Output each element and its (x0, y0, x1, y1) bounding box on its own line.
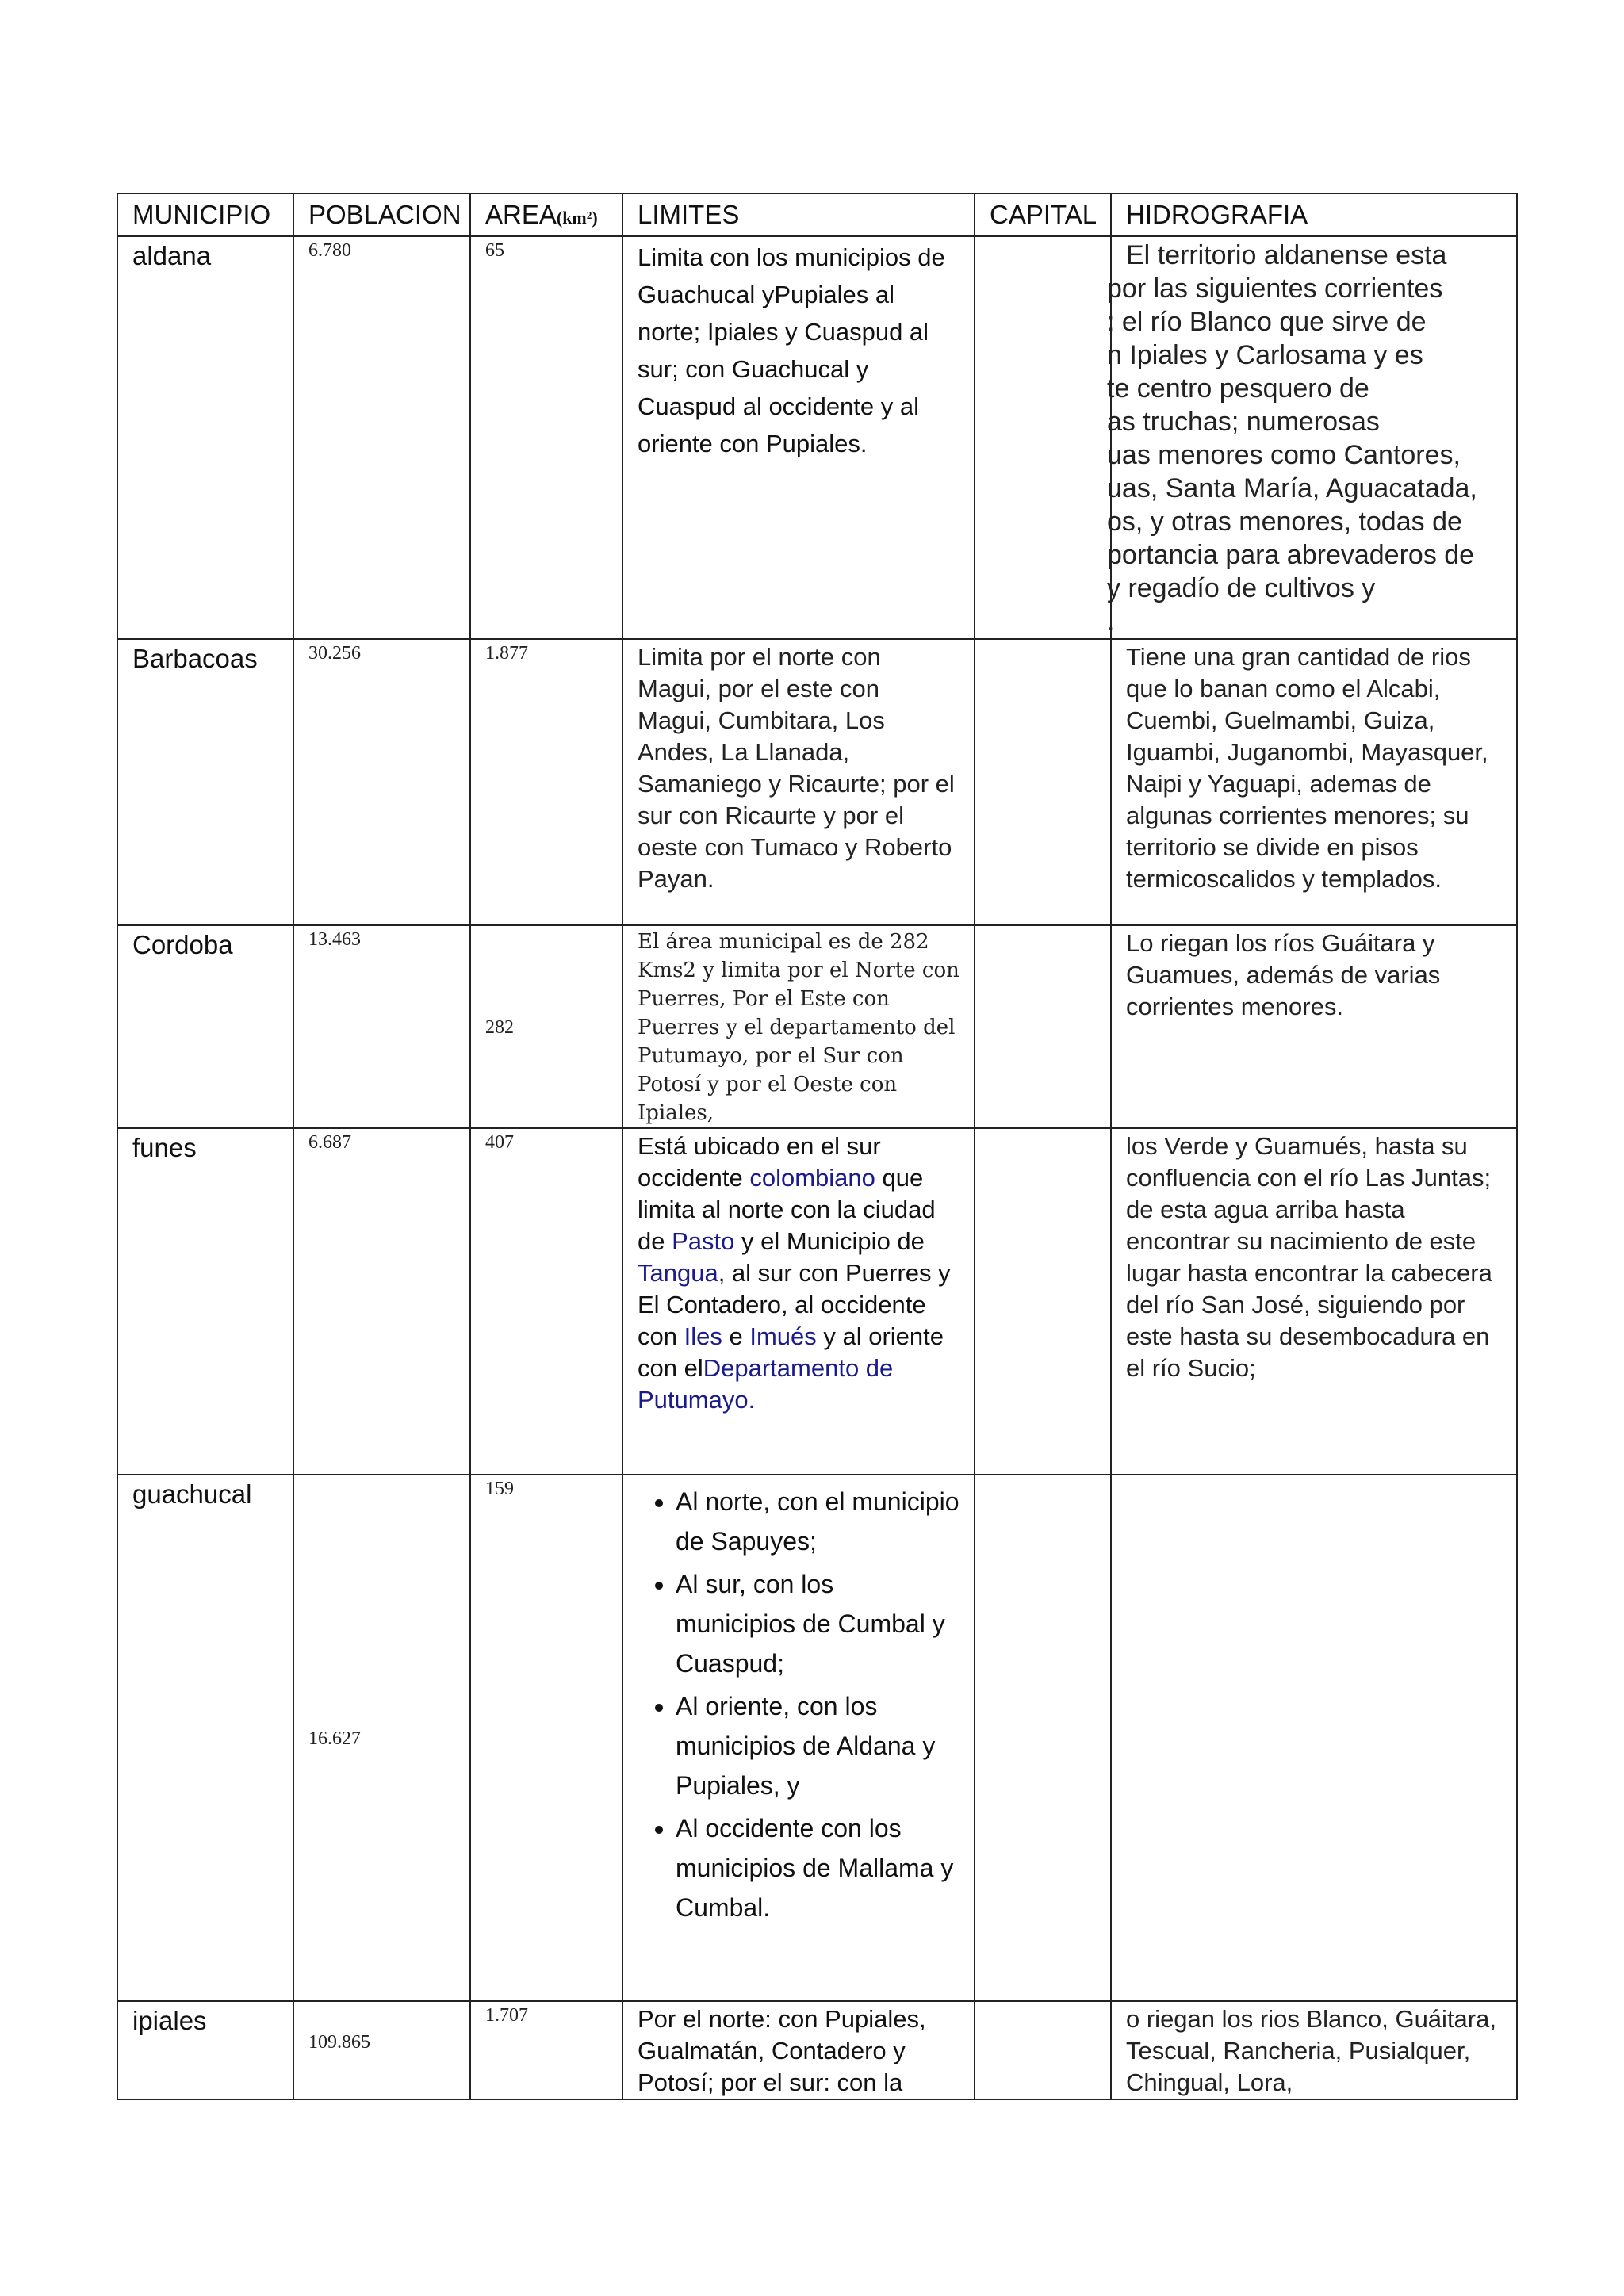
cell-capital (975, 2001, 1111, 2099)
table-row-aldana (117, 236, 1517, 639)
header-poblacion: POBLACION (293, 193, 470, 236)
text-line: El territorio aldanense esta (1126, 240, 1447, 270)
municipios-table (117, 193, 1518, 2100)
cell-limites: Limita por el norte con Magui, por el este con Magui, Cumbitara, Los Andes, La Llanada, Samaniego y Ricaurte; por el sur con Ricaurte y por el oeste con Tumaco y Roberto Payan. (622, 639, 975, 925)
cell-area: 1.707 (470, 2001, 622, 2099)
header-row (117, 193, 1517, 236)
link-tangua[interactable]: Tangua (638, 1259, 718, 1287)
cell-limites: Por el norte: con Pupiales, Gualmatán, Contadero y Potosí; por el sur: con la (622, 2001, 975, 2099)
header-area-label: AREA (485, 200, 557, 229)
table-row-ipiales (117, 2001, 1517, 2099)
list-item: • Al occidente con los municipios de Mallama y Cumbal. (676, 1808, 959, 1927)
cell-poblacion: 6.780 (293, 236, 470, 639)
cell-municipio: Barbacoas (117, 639, 293, 925)
cell-capital (975, 1475, 1111, 2001)
link-iles[interactable]: Iles (684, 1322, 722, 1350)
text-line: te centro pesquero de (1107, 373, 1369, 404)
cell-area (470, 925, 622, 1128)
text-line: as truchas; numerosas (1107, 407, 1380, 437)
cell-area: 159 (470, 1475, 622, 2001)
cell-capital (975, 925, 1111, 1128)
cell-municipio: ipiales (117, 2001, 293, 2099)
header-limites: LIMITES (622, 193, 975, 236)
text-line: uas menores como Cantores, (1107, 440, 1461, 470)
text: y al oriente con el (638, 1322, 944, 1382)
cell-limites: Limita con los municipios de Guachucal yPupiales al norte; Ipiales y Cuaspud al sur; con Guachucal y Cuaspud al occidente y al oriente con Pupiales. (622, 236, 975, 639)
cell-area: 65 (470, 236, 622, 639)
table-row-guachucal (117, 1475, 1517, 2001)
text-line: portancia para abrevaderos de (1107, 540, 1475, 570)
text: e (722, 1322, 750, 1350)
header-hidrografia: HIDROGRAFIA (1111, 193, 1517, 236)
header-area-unit: (km²) (556, 208, 598, 228)
cell-municipio: Cordoba (117, 925, 293, 1128)
cell-poblacion: 13.463 (293, 925, 470, 1128)
cell-limites (622, 1128, 975, 1475)
text: Está ubicado en el sur occidente (638, 1132, 881, 1192)
cell-municipio: aldana (117, 236, 293, 639)
cell-hidrografia: Tiene una gran cantidad de rios que lo banan como el Alcabi, Cuembi, Guelmambi, Guiza, Iguambi, Juganombi, Mayasquer, Naipi y Yaguapi, ademas de algunas corrientes menores; su territorio se divide en pisos termicoscalidos y templados. (1111, 639, 1517, 925)
cell-hidrografia (1107, 236, 1517, 639)
text-line: por las siguientes corrientes (1107, 274, 1443, 304)
text-line: uas, Santa María, Aguacatada, (1107, 473, 1477, 503)
cell-area: 407 (470, 1128, 622, 1475)
text: , al sur con Puerres y El Contadero, al occidente con (638, 1259, 951, 1350)
limites-list (623, 1482, 959, 1927)
poblacion-value: 16.627 (308, 1728, 361, 1749)
text-line: os, y otras menores, todas de (1107, 507, 1462, 537)
link-imues[interactable]: Imués (749, 1322, 817, 1350)
cell-municipio: funes (117, 1128, 293, 1475)
cell-municipio: guachucal (117, 1475, 293, 2001)
link-pasto[interactable]: Pasto (672, 1227, 735, 1255)
text-line: n Ipiales y Carlosama y es (1107, 340, 1423, 370)
header-area (470, 193, 622, 236)
cell-poblacion (293, 2001, 470, 2099)
cell-capital (975, 236, 1111, 639)
table-row-cordoba (117, 925, 1517, 1128)
area-value: 282 (485, 1017, 514, 1038)
table-row-funes (117, 1128, 1517, 1475)
list-item: • Al norte, con el municipio de Sapuyes; (676, 1482, 959, 1561)
text: y el Municipio de (734, 1227, 925, 1255)
hidrografia-clipped-text (1107, 239, 1502, 638)
cell-poblacion: 6.687 (293, 1128, 470, 1475)
cell-poblacion: 30.256 (293, 639, 470, 925)
link-putumayo[interactable]: Departamento de Putumayo (638, 1354, 894, 1414)
cell-capital (975, 639, 1111, 925)
cell-area: 1.877 (470, 639, 622, 925)
header-municipio: MUNICIPIO (117, 193, 293, 236)
cell-hidrografia: Lo riegan los ríos Guáitara y Guamues, además de varias corrientes menores. (1111, 925, 1517, 1128)
text: . (748, 1386, 756, 1414)
cell-hidrografia: o riegan los rios Blanco, Guáitara, Tescual, Rancheria, Pusialquer, Chingual, Lora, (1111, 2001, 1517, 2099)
table-row-barbacoas (117, 639, 1517, 925)
cell-poblacion (293, 1475, 470, 2001)
text: que limita al norte con la ciudad de (638, 1164, 936, 1255)
text-line: y regadío de cultivos y (1107, 573, 1376, 603)
poblacion-value: 109.865 (308, 2032, 370, 2053)
text-line: : el río Blanco que sirve de (1107, 307, 1427, 337)
link-colombiano[interactable]: colombiano (749, 1164, 875, 1192)
cell-capital (975, 1128, 1111, 1475)
cell-hidrografia: los Verde y Guamués, hasta su confluencia con el río Las Juntas; de esta agua arriba hasta encontrar su nacimiento de este lugar hasta encontrar la cabecera del río San José, siguiendo por este hasta su desembocadura en el río Sucio; (1111, 1128, 1517, 1475)
list-item: • Al sur, con los municipios de Cumbal y Cuaspud; (676, 1564, 959, 1683)
cell-limites (622, 1475, 975, 2001)
text-line: . (1107, 607, 1115, 637)
list-item: • Al oriente, con los municipios de Aldana y Pupiales, y (676, 1686, 959, 1805)
cell-hidrografia (1111, 1475, 1517, 2001)
cell-limites: El área municipal es de 282 Kms2 y limita por el Norte con Puerres, Por el Este con Puerres y el departamento del Putumayo, por el Sur con Potosí y por el Oeste con Ipiales, (622, 925, 975, 1128)
header-capital: CAPITAL (975, 193, 1111, 236)
